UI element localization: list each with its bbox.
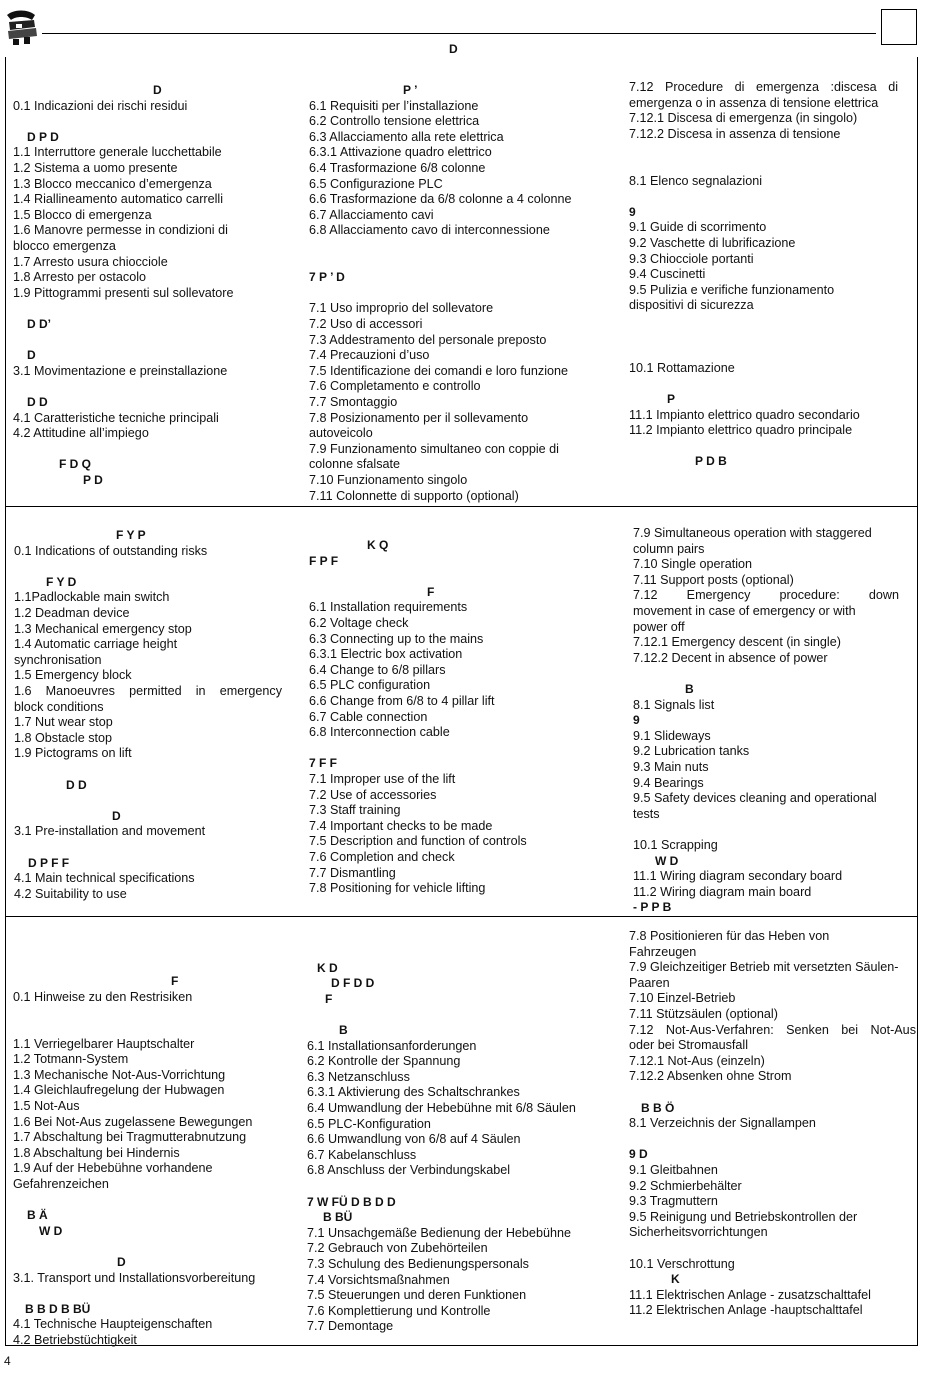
index-entry: movement in case of emergency or with: [633, 604, 856, 618]
index-entry: 7.1 Uso improprio del sollevatore: [309, 301, 494, 316]
index-entry: 6.3 Connecting up to the mains: [309, 631, 484, 646]
index-entry: 7.3 Staff training: [309, 803, 401, 818]
index-entry: 9.5 Pulizia e verifiche funzionamento: [629, 282, 835, 297]
index-entry: 7.8 Posizionamento per il sollevamento: [309, 410, 529, 425]
index-entry: 4.2 Suitability to use: [14, 886, 127, 901]
section-heading: 7 W FÜ D B D D: [307, 1194, 396, 1209]
index-entry: 9.3 Main nuts: [633, 760, 709, 774]
page-number: 4: [4, 1354, 11, 1368]
index-entry: 7.11 Stützsäulen (optional): [629, 1007, 778, 1021]
index-entry: 3.1 Pre-installation and movement: [14, 824, 206, 839]
index-entry: 7.12 Not-Aus-Verfahren: Senken bei Not-Aus: [629, 1022, 916, 1037]
header-mark: D: [449, 42, 458, 56]
index-entry: 1.9 Auf der Hebebühne vorhandene: [13, 1161, 213, 1176]
index-entry: blocco emergenza: [13, 239, 116, 253]
index-entry: 11.1 Wiring diagram secondary board: [633, 869, 843, 884]
section-heading: P D B: [695, 454, 727, 469]
index-entry: 1.3 Blocco meccanico d’emergenza: [13, 176, 212, 191]
index-entry: 6.8 Anschluss der Verbindungskabel: [307, 1163, 511, 1178]
brand-logo-icon: [4, 6, 40, 46]
index-entry: 3.1 Movimentazione e preinstallazione: [13, 363, 228, 378]
section-heading: P: [667, 392, 676, 406]
index-entry: autoveicolo: [309, 426, 373, 441]
index-entry: 8.1 Verzeichnis der Signallampen: [629, 1116, 816, 1131]
index-entry: 1.4 Riallineamento automatico carrelli: [13, 192, 223, 207]
index-entry: 1.2 Totmann-System: [13, 1052, 129, 1067]
index-entry: 7.12.2 Decent in absence of power: [633, 650, 828, 665]
index-entry: 9.2 Schmierbehälter: [629, 1178, 742, 1193]
index-entry: 4.1 Main technical specifications: [14, 871, 195, 886]
index-entry: 1.8 Obstacle stop: [14, 730, 113, 745]
index-entry: 1.9 Pittogrammi presenti sul sollevatore: [13, 285, 234, 300]
section-heading: F Y P: [116, 528, 146, 542]
index-entry: 7.7 Dismantling: [309, 865, 396, 880]
index-entry: 7.6 Completamento e controllo: [309, 379, 481, 394]
index-entry: 7.12 Emergency procedure: down: [633, 588, 899, 603]
index-entry: 7.1 Improper use of the lift: [309, 772, 456, 786]
index-entry: 9.1 Guide di scorrimento: [629, 220, 767, 235]
index-entry: 7.12.1 Not-Aus (einzeln): [629, 1053, 765, 1068]
index-entry: 4.1 Caratteristiche tecniche principali: [13, 410, 219, 425]
index-entry: 7.8 Positioning for vehicle lifting: [309, 881, 486, 896]
index-entry: 6.6 Trasformazione da 6/8 colonne a 4 colonne: [309, 192, 572, 207]
index-entry: 8.1 Elenco segnalazioni: [629, 173, 763, 188]
index-entry: 1.1 Verriegelbarer Hauptschalter: [13, 1036, 195, 1051]
section-heading: D P F F: [28, 855, 70, 870]
index-entry: 7.10 Einzel-Betrieb: [629, 991, 736, 1006]
index-entry: colonne sfalsate: [309, 457, 401, 472]
section-heading: D D’: [27, 317, 51, 331]
section-heading: K: [671, 1272, 680, 1287]
index-entry: 9.2 Lubrication tanks: [633, 744, 750, 759]
index-entry: 7.5 Identificazione dei comandi e loro funzione: [309, 363, 569, 378]
index-entry: emergenza o in assenza di tensione elettrica: [629, 95, 879, 110]
index-entry: 1.3 Mechanical emergency stop: [14, 621, 192, 636]
index-entry: 1.8 Arresto per ostacolo: [13, 270, 147, 285]
index-entry: 6.3 Allacciamento alla rete elettrica: [309, 129, 504, 144]
index-entry: 7.8 Positionieren für das Heben von: [629, 929, 830, 943]
section-heading: F D Q: [59, 457, 91, 472]
index-entry: 7.9 Simultaneous operation with staggered: [633, 526, 872, 540]
section-heading: 9 D: [629, 1147, 648, 1162]
index-entry: 11.2 Wiring diagram main board: [633, 884, 812, 899]
section-heading: D P D: [27, 129, 59, 144]
index-entry: 1.7 Arresto usura chiocciole: [13, 254, 168, 269]
index-entry: 9.2 Vaschette di lubrificazione: [629, 236, 796, 250]
index-entry: 6.2 Kontrolle der Spannung: [307, 1054, 461, 1069]
section-heading: B Ä: [27, 1208, 48, 1223]
section-separator: [5, 916, 918, 917]
index-entry: 6.3 Netzanschluss: [307, 1069, 410, 1084]
index-entry: 3.1. Transport und Installationsvorbereitung: [13, 1270, 256, 1285]
index-entry: 1.8 Abschaltung bei Hindernis: [13, 1145, 180, 1160]
index-entry: 9.5 Safety devices cleaning and operational: [633, 791, 877, 806]
section-heading: B: [685, 682, 694, 696]
index-entry: 6.3.1 Attivazione quadro elettrico: [309, 145, 492, 160]
section-separator: [5, 506, 918, 507]
section-heading: F P F: [309, 553, 339, 568]
index-entry: 7.4 Important checks to be made: [309, 818, 493, 833]
index-entry: 6.3.1 Aktivierung des Schaltschrankes: [307, 1085, 520, 1100]
index-entry: 1.6 Manovre permesse in condizioni di: [13, 223, 228, 238]
index-entry: 7.1 Unsachgemäße Bedienung der Hebebühne: [307, 1225, 571, 1240]
index-entry: 7.12.1 Emergency descent (in single): [633, 635, 841, 650]
section-heading: W D: [655, 853, 679, 868]
index-entry: 1.7 Nut wear stop: [14, 715, 113, 730]
index-entry: 0.1 Hinweise zu den Restrisiken: [13, 989, 193, 1004]
index-entry: 7.9 Funzionamento simultaneo con coppie di: [309, 441, 559, 456]
index-entry: 7.2 Gebrauch von Zubehörteilen: [307, 1241, 488, 1256]
index-entry: 7.10 Funzionamento singolo: [309, 473, 468, 487]
index-entry: 7.7 Demontage: [307, 1319, 394, 1334]
section-heading: D: [112, 808, 121, 823]
section-heading: D: [153, 83, 162, 97]
index-entry: 7.4 Precauzioni d’uso: [309, 348, 430, 363]
section-heading: F: [325, 991, 333, 1006]
index-entry: 0.1 Indicazioni dei rischi residui: [13, 98, 188, 113]
index-entry: 6.2 Voltage check: [309, 616, 409, 630]
index-entry: 7.6 Komplettierung und Kontrolle: [307, 1303, 491, 1318]
index-entry: 7.12.1 Discesa di emergenza (in singolo): [629, 111, 858, 126]
index-entry: 7.12 Procedure di emergenza :discesa di: [629, 80, 898, 94]
section-heading: K Q: [367, 538, 389, 552]
index-entry: 7.3 Addestramento del personale preposto: [309, 332, 547, 347]
index-entry: 11.2 Elektrischen Anlage -hauptschalttafel: [629, 1303, 863, 1318]
index-entry: 1.1 Interruttore generale lucchettabile: [13, 145, 222, 160]
index-entry: 8.1 Signals list: [633, 697, 715, 712]
section-heading: 7 P ’ D: [309, 270, 345, 285]
index-entry: tests: [633, 806, 660, 821]
index-entry: synchronisation: [14, 652, 102, 667]
section-heading: B B Ö: [641, 1100, 675, 1115]
index-entry: 6.8 Allacciamento cavo di interconnessione: [309, 223, 550, 238]
index-entry: 9.5 Reinigung und Betriebskontrollen der: [629, 1209, 858, 1224]
index-entry: 6.1 Requisiti per l’installazione: [309, 98, 479, 113]
section-heading: D: [117, 1255, 126, 1269]
section-heading: 7 F F: [309, 756, 338, 771]
index-entry: 9.4 Bearings: [633, 775, 704, 790]
index-entry: 9.4 Cuscinetti: [629, 267, 706, 282]
index-entry: 6.7 Cable connection: [309, 709, 428, 724]
section-heading: B: [339, 1023, 348, 1037]
index-entry: 6.3.1 Electric box activation: [309, 647, 463, 662]
index-entry: 10.1 Rottamazione: [629, 360, 735, 375]
section-heading: W D: [39, 1223, 63, 1238]
index-entry: 7.11 Support posts (optional): [633, 572, 794, 587]
section-heading: 9: [633, 713, 640, 728]
index-entry: 9.3 Chiocciole portanti: [629, 251, 754, 266]
header-rule: [42, 33, 876, 34]
index-entry: 7.5 Description and function of controls: [309, 834, 527, 849]
section-heading: F: [171, 974, 179, 989]
index-entry: 1.6 Manoeuvres permitted in emergency: [14, 684, 282, 698]
index-entry: 4.2 Attitudine all’impiego: [13, 426, 149, 441]
section-heading: P ’: [403, 83, 418, 97]
index-entry: 7.5 Steuerungen und deren Funktionen: [307, 1288, 527, 1303]
index-entry: 4.1 Technische Haupteigenschaften: [13, 1317, 213, 1332]
index-entry: 6.1 Installationsanforderungen: [307, 1038, 477, 1053]
index-entry: 7.12.2 Discesa in assenza di tensione: [629, 126, 841, 141]
index-entry: 6.5 Configurazione PLC: [309, 176, 443, 191]
index-entry: power off: [633, 619, 685, 634]
index-entry: 6.8 Interconnection cable: [309, 725, 450, 740]
index-entry: 11.1 Impianto elettrico quadro secondario: [629, 407, 860, 422]
section-heading: D D: [27, 395, 48, 409]
index-entry: 6.5 PLC configuration: [309, 678, 431, 693]
header-corner-box: [881, 9, 917, 45]
index-entry: 0.1 Indications of outstanding risks: [14, 543, 208, 558]
index-entry: 6.6 Umwandlung von 6/8 auf 4 Säulen: [307, 1132, 521, 1147]
index-entry: 7.9 Gleichzeitiger Betrieb mit versetzten Säulen-: [629, 960, 899, 975]
section-heading: D: [27, 348, 36, 363]
index-entry: 6.6 Change from 6/8 to 4 pillar lift: [309, 694, 495, 708]
index-entry: 9.3 Tragmuttern: [629, 1194, 718, 1209]
index-entry: 1.7 Abschaltung bei Tragmutterabnutzung: [13, 1130, 247, 1145]
index-entry: 6.4 Umwandlung der Hebebühne mit 6/8 Säulen: [307, 1101, 576, 1115]
index-entry: column pairs: [633, 541, 705, 556]
index-entry: 6.7 Kabelanschluss: [307, 1147, 417, 1162]
index-entry: Gefahrenzeichen: [13, 1177, 109, 1191]
index-entry: 7.4 Vorsichtsmaßnahmen: [307, 1272, 450, 1287]
index-entry: 7.6 Completion and check: [309, 850, 455, 864]
index-entry: 6.1 Installation requirements: [309, 600, 468, 615]
section-heading: B BÜ: [323, 1210, 353, 1225]
section-heading: D D: [66, 777, 87, 792]
section-heading: F Y D: [46, 574, 77, 589]
index-entry: 7.3 Schulung des Bedienungspersonals: [307, 1257, 529, 1271]
index-entry: 1.4 Gleichlaufregelung der Hubwagen: [13, 1083, 225, 1098]
index-entry: 1.3 Mechanische Not-Aus-Vorrichtung: [13, 1067, 226, 1082]
index-entry: 1.1Padlockable main switch: [14, 590, 170, 605]
index-entry: oder bei Stromausfall: [629, 1038, 749, 1053]
index-entry: 7.11 Colonnette di supporto (optional): [309, 488, 519, 503]
index-entry: 7.7 Smontaggio: [309, 395, 398, 409]
index-entry: 7.10 Single operation: [633, 557, 753, 572]
index-entry: 1.5 Emergency block: [14, 668, 132, 683]
index-entry: 1.5 Not-Aus: [13, 1099, 80, 1113]
index-entry: 10.1 Scrapping: [633, 838, 718, 852]
index-entry: 7.2 Uso di accessori: [309, 317, 423, 331]
index-entry: Fahrzeugen: [629, 944, 697, 959]
index-entry: 11.1 Elektrischen Anlage - zusatzschalttafel: [629, 1287, 871, 1302]
index-entry: block conditions: [14, 699, 104, 714]
section-heading: K D: [317, 960, 338, 975]
index-entry: 6.7 Allacciamento cavi: [309, 207, 434, 222]
index-entry: 6.4 Change to 6/8 pillars: [309, 662, 446, 677]
section-heading: B B D B BÜ: [25, 1301, 91, 1316]
index-entry: 1.4 Automatic carriage height: [14, 637, 178, 652]
index-entry: 1.2 Deadman device: [14, 606, 130, 620]
section-heading: - P P B: [633, 900, 672, 915]
index-entry: 7.2 Use of accessories: [309, 787, 437, 802]
index-entry: 9.1 Slideways: [633, 728, 711, 743]
index-entry: 4.2 Betriebstüchtigkeit: [13, 1333, 137, 1347]
section-heading: P D: [83, 473, 103, 487]
index-entry: Sicherheitsvorrichtungen: [629, 1225, 768, 1240]
index-entry: 10.1 Verschrottung: [629, 1256, 735, 1271]
section-heading: D F D D: [331, 976, 375, 991]
index-entry: 7.12.2 Absenken ohne Strom: [629, 1069, 792, 1084]
index-entry: 11.2 Impianto elettrico quadro principale: [629, 423, 853, 438]
index-entry: 1.9 Pictograms on lift: [14, 746, 132, 761]
index-entry: 9.1 Gleitbahnen: [629, 1163, 718, 1177]
index-entry: 1.2 Sistema a uomo presente: [13, 161, 178, 175]
index-entry: dispositivi di sicurezza: [629, 298, 754, 313]
section-heading: 9: [629, 204, 636, 219]
index-entry: 1.6 Bei Not-Aus zugelassene Bewegungen: [13, 1114, 253, 1129]
index-entry: 6.4 Trasformazione 6/8 colonne: [309, 161, 486, 175]
index-entry: 6.5 PLC-Konfiguration: [307, 1116, 431, 1131]
index-entry: 6.2 Controllo tensione elettrica: [309, 114, 480, 129]
index-entry: Paaren: [629, 975, 670, 990]
section-heading: F: [427, 584, 435, 599]
index-entry: 1.5 Blocco di emergenza: [13, 207, 152, 222]
